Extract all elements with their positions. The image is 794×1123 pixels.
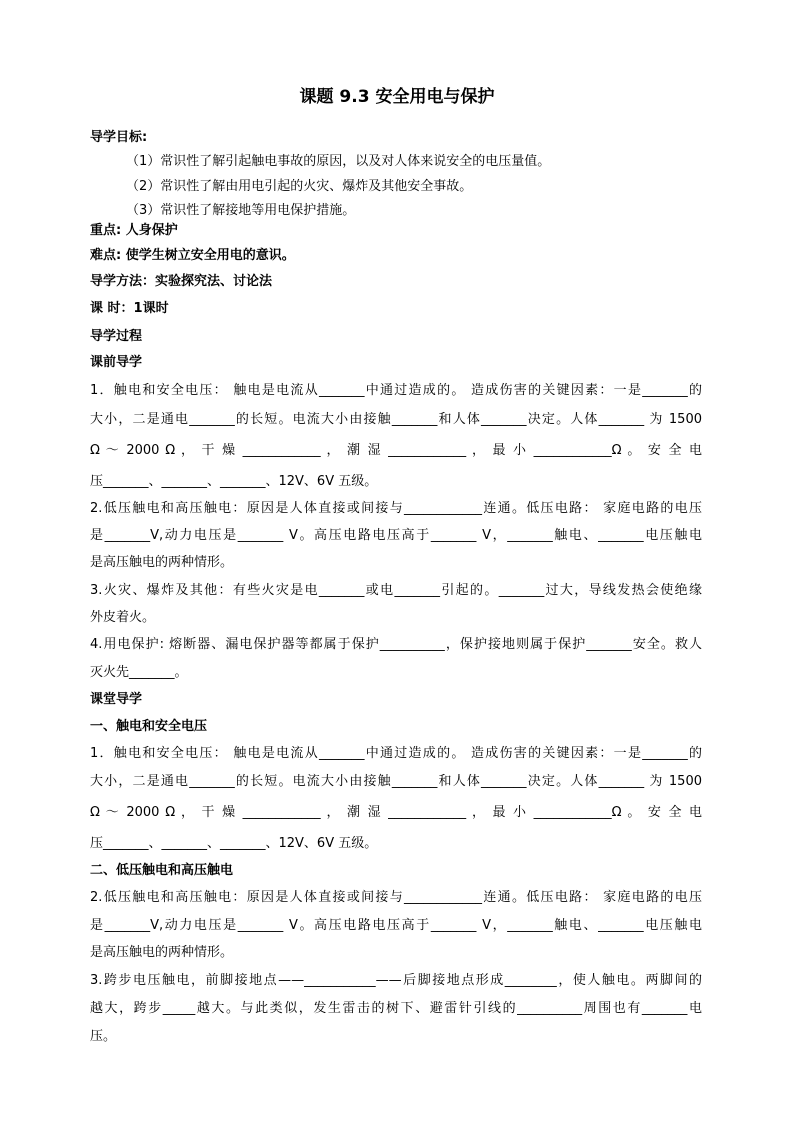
section-heading: 难点: 使学生树立安全用电的意识。 [90,248,295,263]
text-line: 3.火灾、爆炸及其他：有些火灾是电_______或电_______引起的。_______过大，导线发热会使绝缘 [90,583,702,598]
text-line: 外皮着火。 [90,610,156,625]
text-line: 4.用电保护: 熔断器、漏电保护器等都属于保护__________，保护接地则属于保护_______安全。救人 [90,637,702,652]
section-heading: 重点: 人身保护 [90,223,178,238]
text-line: 是_______V,动力电压是_______ V。高压电路电压高于_______ V，_______触电、_______电压触电 [90,528,702,543]
text-line: 2.低压触电和高压触电：原因是人体直接或间接与____________连通。低压电路： 家庭电路的电压 [90,890,702,905]
text-line: 压_______、_______、_______、12V、6V 五级。 [90,474,378,489]
text-line: 灭火先_______。 [90,665,188,680]
section-heading: 课 时：1课时 [90,301,169,316]
section-heading: 导学目标: [90,130,148,145]
text-line: Ω ～ 2000 Ω ， 干 燥 ____________ ， 潮 湿 ____________ ， 最 小 ____________Ω 。 安 全 电 [90,805,702,820]
text-line: 2.低压触电和高压触电：原因是人体直接或间接与____________连通。低压电路： 家庭电路的电压 [90,501,702,516]
text-line: 大小，二是通电_______的长短。电流大小由接触_______和人体_______决定。人体_______ 为 1500 [90,412,702,427]
text-line: 1．触电和安全电压： 触电是电流从_______中通过造成的。 造成伤害的关键因素：一是_______的 [90,383,702,398]
text-line: 越大，跨步_____越大。与此类似，发生雷击的树下、避雷针引线的__________周围也有_______电 [90,1001,702,1016]
text-line: 是高压触电的两种情形。 [90,945,234,960]
section-heading: 课堂导学 [90,692,143,707]
text-line: 1．触电和安全电压： 触电是电流从_______中通过造成的。 造成伤害的关键因素：一是_______的 [90,746,702,761]
page-title: 课题 9.3 安全用电与保护 [299,87,495,107]
text-line: 压_______、_______、_______、12V、6V 五级。 [90,836,378,851]
text-line: （2）常识性了解由用电引起的火灾、爆炸及其他安全事故。 [126,179,473,194]
text-line: 是_______V,动力电压是_______ V。高压电路电压高于_______ V，_______触电、_______电压触电 [90,918,702,933]
text-line: 大小，二是通电_______的长短。电流大小由接触_______和人体_______决定。人体_______ 为 1500 [90,774,702,789]
text-line: 压。 [90,1029,117,1044]
text-line: （3）常识性了解接地等用电保护措施。 [126,203,356,218]
text-line: （1）常识性了解引起触电事故的原因，以及对人体来说安全的电压量值。 [126,154,551,169]
section-heading: 二、低压触电和高压触电 [90,863,234,878]
text-line: 3.跨步电压触电，前脚接地点——___________——后脚接地点形成________，使人触电。两脚间的 [90,973,702,988]
section-heading: 导学方法：实验探究法、讨论法 [90,274,273,289]
text-line: Ω ～ 2000 Ω ， 干 燥 ____________ ， 潮 湿 ____________ ， 最 小 ____________Ω 。 安 全 电 [90,443,702,458]
section-heading: 课前导学 [90,355,143,370]
text-line: 是高压触电的两种情形。 [90,555,234,570]
section-heading: 一、触电和安全电压 [90,719,208,734]
section-heading: 导学过程 [90,329,143,344]
